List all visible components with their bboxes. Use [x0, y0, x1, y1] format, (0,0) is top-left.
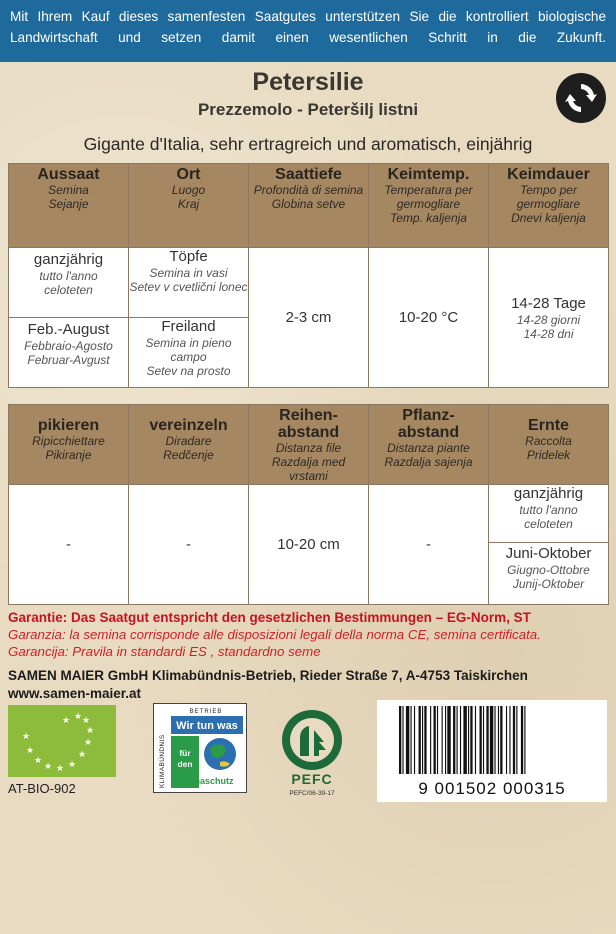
eu-star-icon: ★ [21, 732, 31, 742]
eu-organic-logo [8, 705, 116, 777]
cell-reihenabstand: 10-20 cm [249, 485, 369, 605]
eu-star-icon: ★ [81, 716, 91, 726]
header-aussaat: Aussaat Semina Sejanje [9, 164, 129, 248]
klima-main2-text-c: Klimaschutz [180, 776, 234, 786]
cell-aussaat-1: ganzjährig tutto l'anno celoteten [9, 248, 129, 318]
header-keimdauer: Keimdauer Tempo per germogliare Dnevi kaljenja [489, 164, 609, 248]
product-title: Petersilie [252, 68, 364, 96]
header-keimtemp: Keimtemp. Temperatura per germogliare Temp. kaljenja [369, 164, 489, 248]
company-address: SAMEN MAIER GmbH Klimabündnis-Betrieb, Rieder Straße 7, A-4753 Taiskirchen [8, 668, 528, 683]
info-banner-text: Mit Ihrem Kauf dieses samenfesten Saatgutes unterstützen Sie die kontrolliert biologische Landwirtschaft und setzen damit einen wesentlichen Schritt in die Zukunft. [10, 9, 606, 45]
eu-star-icon: ★ [77, 750, 87, 760]
pefc-label: PEFC [291, 771, 333, 787]
sowing-table [8, 163, 609, 388]
eu-star-icon: ★ [67, 760, 77, 770]
header-vereinzeln: vereinzeln Diradare Redčenje [129, 405, 249, 485]
recycle-icon [556, 73, 606, 123]
guarantee-de: Garantie: Das Saatgut entspricht den gesetzlichen Bestimmungen – EG-Norm, ST [8, 610, 531, 625]
klima-vertical-text: KLIMABÜNDNIS [159, 734, 166, 788]
eu-star-icon: ★ [73, 712, 83, 722]
cell-pflanzabstand: - [369, 485, 489, 605]
eu-leaf-icon [8, 705, 116, 777]
eu-star-icon: ★ [25, 746, 35, 756]
cell-keimdauer: 14-28 Tage 14-28 giorni 14-28 dni [489, 248, 609, 388]
cell-ernte-1: ganzjährig tutto l'anno celoteten [489, 485, 609, 543]
cell-ort-2: Freiland Semina in pieno campo Setev na prosto [129, 318, 249, 388]
header-reihenabstand: Reihen-abstand Distanza file Razdalja med vrstami [249, 405, 369, 485]
info-banner [0, 0, 616, 62]
guarantee-it: Garanzia: la semina corrisponde alle disposizioni legali della norma CE, semina certificata. [8, 627, 541, 642]
eu-star-icon: ★ [43, 762, 53, 772]
eu-star-icon: ★ [55, 764, 65, 774]
klima-main2-text: für [179, 748, 191, 758]
company-website: www.samen-maier.at [8, 686, 142, 701]
eu-star-icon: ★ [33, 756, 43, 766]
header-pflanzabstand: Pflanz-abstand Distanza piante Razdalja sajenja [369, 405, 489, 485]
eu-star-icon: ★ [83, 738, 93, 748]
cell-ernte-2: Juni-Oktober Giugno-Ottobre Junij-Oktober [489, 543, 609, 605]
eu-organic-code: AT-BIO-902 [8, 781, 76, 796]
cell-saattiefe: 2-3 cm [249, 248, 369, 388]
cell-aussaat-2: Feb.-August Febbraio-Agosto Februar-Avgust [9, 318, 129, 388]
cell-vereinzeln: - [129, 485, 249, 605]
pefc-logo [278, 708, 346, 798]
cell-keimtemp: 10-20 °C [369, 248, 489, 388]
guarantee-block [8, 609, 608, 660]
product-subtitle: Prezzemolo - Peteršilj listni [197, 100, 419, 119]
eu-star-icon: ★ [61, 716, 71, 726]
eu-star-icon: ★ [85, 726, 95, 736]
care-table [8, 404, 609, 605]
klima-main1-text: Wir tun was [176, 720, 238, 732]
barcode [377, 700, 607, 802]
header-ernte: Ernte Raccolta Pridelek [489, 405, 609, 485]
klima-main2-text-b: den [177, 759, 193, 769]
header-pikieren: pikieren Ripicchiettare Pikiranje [9, 405, 129, 485]
klimabuendnis-logo [153, 703, 247, 793]
header-saattiefe: Saattiefe Profondità di semina Globina setve [249, 164, 369, 248]
variety-description: Gigante d'Italia, sehr ertragreich und aromatisch, einjährig [83, 134, 533, 154]
pefc-code: PEFC/06-39-17 [289, 790, 335, 797]
cell-pikieren: - [9, 485, 129, 605]
barcode-number: 9 001502 000315 [418, 779, 566, 798]
header-ort: Ort Luogo Kraj [129, 164, 249, 248]
klima-top-text: BETRIEB [189, 709, 223, 715]
guarantee-sl: Garancija: Pravila in standardi ES , standardno seme [8, 644, 321, 659]
company-address-block [8, 667, 528, 703]
cell-ort-1: Töpfe Semina in vasi Setev v cvetlični lonec [129, 248, 249, 318]
